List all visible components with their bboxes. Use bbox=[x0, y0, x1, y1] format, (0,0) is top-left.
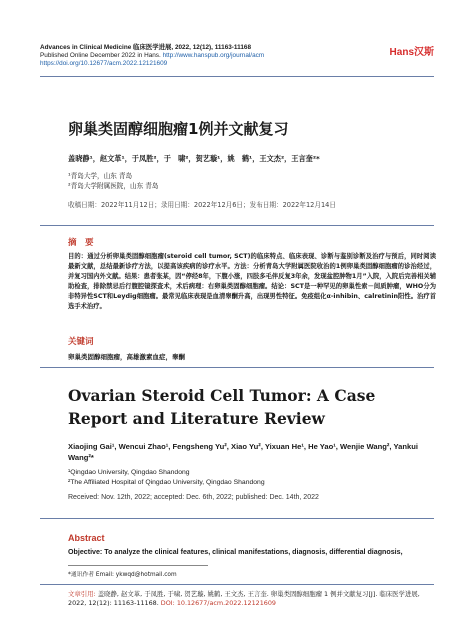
hans-logo bbox=[390, 43, 434, 58]
english-authors: Xiaojing Gai¹, Wencui Zhao¹, Fengsheng Yu², Xiao Yu², Yixuan He¹, He Yao¹, Wenjie Wang², Yankui Wang²* bbox=[68, 442, 418, 462]
published-text: Published Online December 2022 in Hans. bbox=[40, 52, 163, 60]
chinese-affiliation-1: ¹青岛大学，山东 青岛 bbox=[68, 172, 133, 180]
header-divider bbox=[40, 76, 434, 77]
chinese-affiliations bbox=[68, 172, 158, 191]
chinese-affiliation-2: ²青岛大学附属医院，山东 青岛 bbox=[68, 181, 159, 190]
citation-label: 文章引用: bbox=[68, 590, 98, 598]
journal-name: Advances in Clinical Medicine 临床医学进展, 2022, 12(12), 11163-11168 bbox=[40, 44, 251, 51]
english-abstract: Objective: To analyze the clinical features, clinical manifestations, diagnosis, differential diagnosis, bbox=[68, 548, 403, 556]
journal-url-link[interactable]: http://www.hanspub.org/journal/acm bbox=[162, 52, 265, 60]
chinese-title: 卵巢类固醇细胞瘤1例并文献复习 bbox=[68, 120, 289, 138]
english-abstract-heading: Abstract bbox=[68, 533, 105, 543]
logo-main: Hans bbox=[389, 47, 414, 58]
chinese-abstract-heading: 摘 要 bbox=[68, 238, 94, 248]
chinese-keywords: 卵巢类固醇细胞瘤，高雄激素血症，睾酮 bbox=[68, 353, 185, 361]
logo-suffix: 汉斯 bbox=[414, 47, 434, 58]
english-dates-divider bbox=[40, 518, 434, 519]
english-affiliation-2: ²The Affiliated Hospital of Qingdao University, Qingdao Shandong bbox=[68, 478, 265, 486]
citation-text: 盖晓静, 赵文革, 于凤胜, 于啸, 贺艺璇, 姚鹤, 王文杰, 王言奎. 卵巢类固醇细胞瘤 1 例并文献复习[J]. 临床医学进展, 2022, 12(12): 11163-11168. bbox=[68, 590, 420, 608]
publish-line bbox=[40, 52, 380, 60]
citation-divider bbox=[40, 584, 434, 585]
english-title: Ovarian Steroid Cell Tumor: A Case Report and Literature Review bbox=[68, 386, 376, 428]
citation-block bbox=[68, 590, 436, 609]
english-affiliation-1: ¹Qingdao University, Qingdao Shandong bbox=[68, 469, 190, 476]
chinese-dates: 收稿日期：2022年11月12日；录用日期：2022年12月6日；发布日期：2022年12月14日 bbox=[68, 201, 336, 209]
doi-link[interactable]: https://doi.org/10.12677/acm.2022.12121609 bbox=[40, 60, 168, 68]
citation-doi-link[interactable]: DOI: 10.12677/acm.2022.12121609 bbox=[160, 599, 276, 608]
keywords-heading: 关键词 bbox=[68, 337, 94, 347]
footnote-divider bbox=[68, 565, 208, 566]
chinese-authors: 盖晓静¹，赵文革¹，于凤胜²，于 啸²，贺艺璇¹，姚 鹤¹，王文杰²，王言奎²* bbox=[68, 154, 320, 163]
chinese-abstract: 目的：通过分析卵巢类固醇细胞瘤(steroid cell tumor, SCT)的临床特点、临床表现、诊断与鉴别诊断及治疗与预后，同时阅读最新文献，总结最新诊疗方法，以提高该疾病的诊疗水平。方法：分析青岛大学附属医院收治的1例卵巢类固醇细胞瘤的诊治经过，并复习国内外文献。结果：患者张某，因“停经8年，下腹小涨，四肢多毛伴反复3年余，发现盆腔肿物1月”入院，入院后完善相关辅助检查，排除禁忌后行腹腔镜探查术，术后病理：右卵巢类固醇细胞瘤。结论：SCT是一种罕见的卵巢性索－间质肿瘤，WHO分为非特异性SCT和Leydig细胞瘤。最常见临床表现是血清睾酮升高，出现男性特征。免疫组化α-inhibin、calretinin阳性。治疗首选手术治疗。 bbox=[68, 253, 436, 311]
journal-header bbox=[40, 44, 380, 69]
keywords-divider bbox=[40, 367, 434, 368]
english-dates: Received: Nov. 12th, 2022; accepted: Dec. 6th, 2022; published: Dec. 14th, 2022 bbox=[68, 494, 319, 501]
english-affiliations bbox=[68, 468, 265, 487]
corresponding-author-footnote: *通讯作者 Email: ykwqd@hotmail.com bbox=[68, 572, 177, 578]
dates-divider bbox=[40, 225, 434, 226]
